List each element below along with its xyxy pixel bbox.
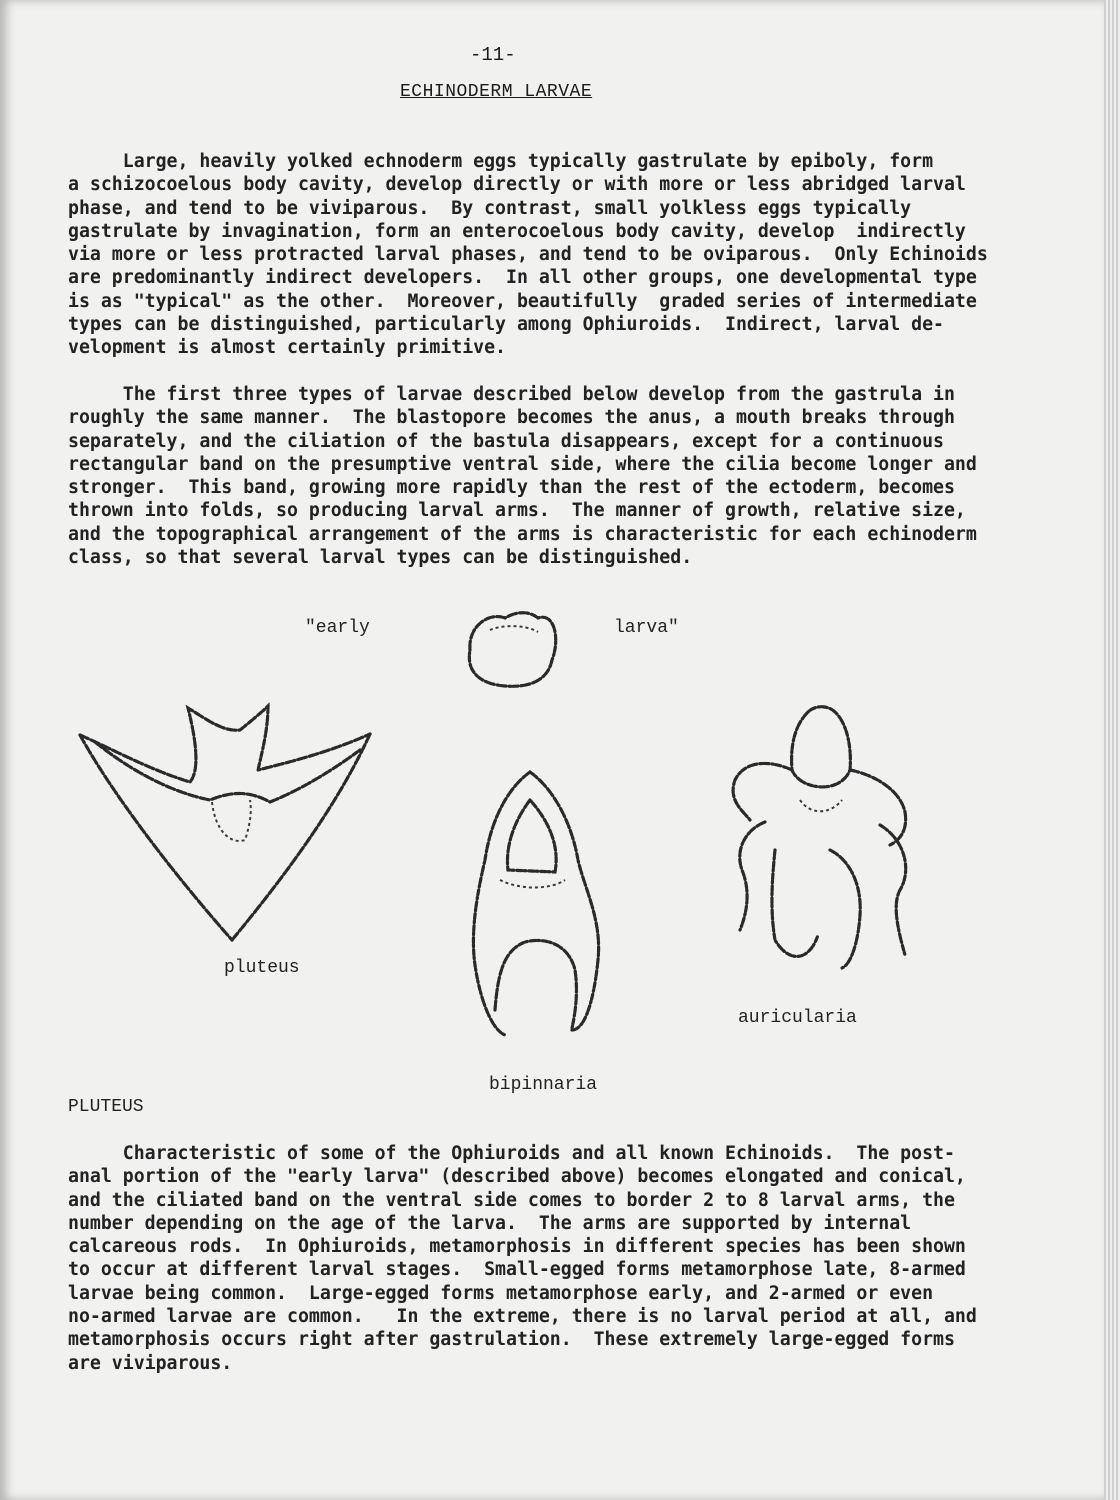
paragraph-pluteus: Characteristic of some of the Ophiuroids and all known Echinoids. The post- anal portion of the "early larva" (described above) becomes elongated and conical, and the ciliated band on the ventral side comes to border 2 to 8 larval arms, the number depending on the age of the larva. The arms are supported by internal calcareous rods. In Ophiuroids, metamorphosis in different species has been shown to occur at different larval stages. Small-egged forms metamorphose late, 8-armed larvae being common. Large-egged forms metamorphose early, and 2-armed or even no-armed larvae are common. In the extreme, there is no larval period at all, and metamorphosis occurs right after gastrulation. These extremely large-egged forms are viviparous. bbox=[68, 1143, 977, 1374]
label-auricularia: auricularia bbox=[738, 1008, 857, 1028]
pluteus-drawing bbox=[80, 706, 370, 940]
section-title-pluteus: PLUTEUS bbox=[68, 1097, 144, 1117]
page-number: -11- bbox=[470, 44, 516, 66]
page-heading: ECHINODERM LARVAE bbox=[400, 82, 593, 102]
auricularia-drawing bbox=[733, 707, 906, 968]
page-edge bbox=[1104, 0, 1120, 1500]
label-early: "early bbox=[305, 618, 370, 638]
label-bipinnaria: bipinnaria bbox=[489, 1075, 598, 1095]
bipinnaria-drawing bbox=[473, 772, 598, 1035]
label-larva: larva" bbox=[614, 618, 679, 638]
early-larva-drawing bbox=[469, 613, 555, 687]
paragraph-larval-types: The first three types of larvae described below develop from the gastrula in roughly the same manner. The blastopore becomes the anus, a mouth breaks through separately, and the ciliation of the bastula disappears, except for a continuous rectangular band on the presumptive ventral side, where the cilia become longer and stronger. This band, growing more rapidly than the rest of the ectoderm, becomes thrown into folds, so producing larval arms. The manner of growth, relative size, and the topographical arrangement of the arms is characteristic for each echinoderm class, so that several larval types can be distinguished. bbox=[68, 384, 977, 569]
paragraph-intro: Large, heavily yolked echnoderm eggs typically gastrulate by epiboly, form a schizocoelous body cavity, develop directly or with more or less abridged larval phase, and tend to be viviparous. By contrast, small yolkless eggs typically gastrulate by invagination, form an enterocoelous body cavity, develop indirectly via more or less protracted larval phases, and tend to be oviparous. Only Echinoids are predominantly indirect developers. In all other groups, one developmental type is as "typical" as the other. Moreover, beautifully graded series of intermediate types can be distinguished, particularly among Ophiuroids. Indirect, larval de- velopment is almost certainly primitive. bbox=[68, 151, 988, 359]
label-pluteus: pluteus bbox=[224, 958, 300, 978]
